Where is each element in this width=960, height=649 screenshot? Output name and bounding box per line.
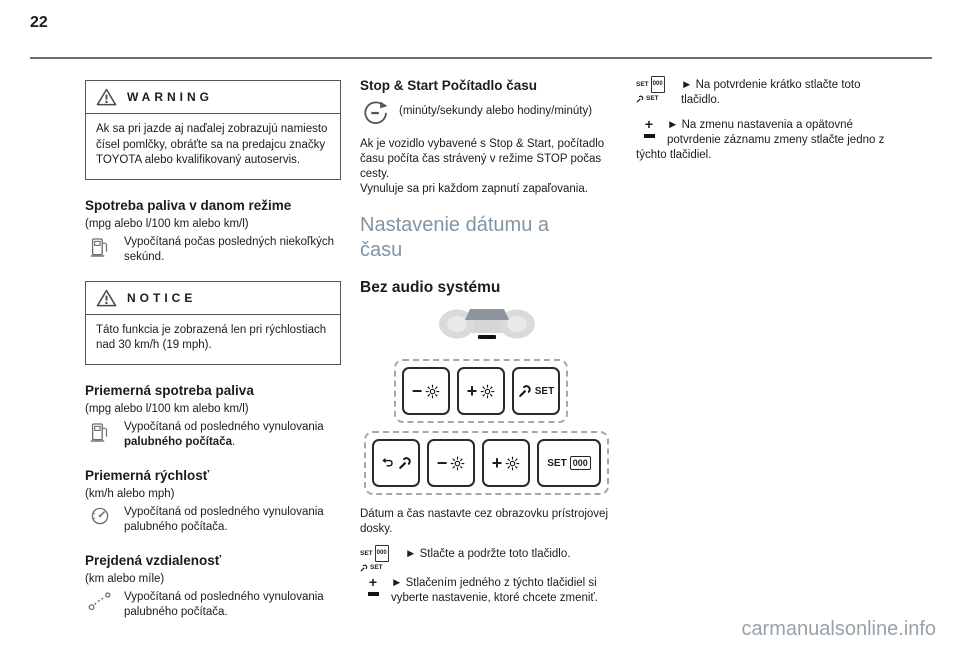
mini-set-label: SET (370, 564, 383, 571)
notice-box (85, 281, 341, 365)
wrench-set-button (512, 367, 560, 415)
date-time-paragraph: Dátum a čas nastavte cez obrazovku prístrojovej dosky. (360, 508, 609, 535)
warning-triangle-icon (96, 88, 117, 106)
step-4 (636, 118, 893, 163)
distance-row (85, 590, 341, 620)
plus-brightness-button (482, 439, 530, 487)
distance-description: Vypočítaná od posledného vynulovania palubného počítača. (124, 590, 324, 618)
heading-fuel-current: Spotreba paliva v danom režime (85, 197, 292, 213)
plus-glyph: + (466, 381, 478, 401)
unit-fuel-current: (mpg alebo l/100 km alebo km/l) (85, 217, 249, 230)
fuel-pump-icon (85, 235, 115, 265)
minus-glyph (368, 592, 379, 596)
minus-glyph (644, 134, 655, 138)
wrench-icon (398, 456, 412, 470)
notice-title: NOTICE (127, 290, 197, 305)
header-divider (30, 57, 932, 59)
plus-brightness-button (457, 367, 505, 415)
plus-glyph: + (368, 574, 378, 590)
step-1 (360, 547, 614, 571)
stop-start-paragraph-2: Vynuluje sa pri každom zapnutí zapaľovania. (360, 183, 588, 195)
mini-set-label: SET (636, 81, 649, 88)
heading-fuel-average: Priemerná spotreba paliva (85, 382, 254, 398)
unit-stop-start: (minúty/sekundy alebo hodiny/minúty) (399, 105, 593, 117)
fuel-average-description (124, 420, 341, 450)
warning-box-header (86, 81, 340, 114)
notice-text: Táto funkcia je zobrazená len pri rýchlostiach nad 30 km/h (19 mph). (96, 323, 327, 351)
set-label: SET (547, 457, 567, 469)
date-time-buttons-figure (360, 303, 614, 495)
fuel-average-desc-suffix: . (232, 435, 236, 448)
return-arrow-icon (381, 456, 395, 470)
set-000-button (537, 439, 601, 487)
heading-speed-average: Priemerná rýchlosť (85, 467, 210, 483)
unit-speed-average: (km/h alebo mph) (85, 487, 175, 500)
heading-distance: Prejdená vzdialenosť (85, 552, 222, 568)
minus-brightness-button (427, 439, 475, 487)
mini-zeros-label: 000 (651, 76, 665, 93)
mini-set-label: SET (646, 95, 659, 102)
sun-brightness-icon (505, 456, 520, 471)
stop-start-paragraph-1: Ak je vozidlo vybavené s Stop & Start, počítadlo času počíta čas strávený v režime STOP počas cesty. (360, 138, 605, 180)
distance-route-icon (85, 590, 115, 620)
warning-title: WARNING (127, 90, 213, 104)
plus-minus-buttons-icon (360, 574, 386, 596)
notice-triangle-icon (96, 289, 117, 307)
step-text: ► Stlačte a podržte toto tlačidlo. (405, 548, 571, 560)
heading-stop-start: Stop & Start Počítadlo času (360, 78, 538, 93)
minus-glyph: − (436, 453, 448, 473)
minus-brightness-button (402, 367, 450, 415)
heading-no-audio-system: Bez audio systému (360, 279, 501, 296)
stop-start-row (360, 98, 614, 127)
mini-wrench-icon (360, 564, 368, 572)
sun-brightness-icon (450, 456, 465, 471)
fuel-current-description: Vypočítaná počas posledných niekoľkých sekúnd. (124, 235, 335, 263)
unit-distance: (km alebo míle) (85, 572, 165, 585)
step-2 (360, 576, 614, 606)
display-buttons-row-1 (394, 359, 568, 423)
warning-box (85, 80, 341, 180)
step-text: ► Stlačením jedného z týchto tlačidiel si vyberte nastavenie, ktoré chcete zmeniť. (391, 577, 598, 604)
wrench-icon (518, 384, 532, 398)
unit-fuel-average: (mpg alebo l/100 km alebo km/l) (85, 402, 249, 415)
sun-brightness-icon (425, 384, 440, 399)
fuel-average-row (85, 420, 341, 450)
fuel-current-row (85, 235, 341, 265)
warning-text: Ak sa pri jazde aj naďalej zobrazujú namiesto čísel pomlčky, obráťte sa na predajcu značky TOYOTA alebo kvalifikovaný autoservis. (96, 123, 328, 166)
chapter-heading-date-time: Nastavenie dátumu a času (360, 214, 550, 261)
zeros-display: 000 (570, 456, 591, 470)
fuel-average-desc-bold: palubného počítača (124, 435, 232, 448)
speed-average-row (85, 505, 341, 535)
plus-minus-buttons-icon (636, 116, 662, 138)
sun-brightness-icon (480, 384, 495, 399)
fuel-average-desc-prefix: Vypočítaná od posledného vynulovania (124, 420, 324, 433)
watermark: carmanualsonline.info (741, 618, 936, 640)
middle-column (360, 76, 614, 606)
mini-wrench-icon (636, 95, 644, 103)
left-column (85, 80, 341, 634)
step-text: ► Na potvrdenie krátko stlačte toto tlačidlo. (681, 79, 861, 106)
back-wrench-button (372, 439, 420, 487)
plus-glyph: + (491, 453, 503, 473)
set-buttons-icon (360, 548, 400, 576)
step-text: ► Na zmenu nastavenia a opätovné potvrdenie záznamu zmeny stlačte jedno z týchto tlačidiel. (636, 119, 885, 161)
step-3 (636, 78, 893, 108)
speed-average-description: Vypočítaná od posledného vynulovania palubného počítača. (124, 505, 324, 533)
notice-box-header (86, 282, 340, 315)
set-buttons-icon (636, 79, 676, 107)
plus-glyph: + (644, 116, 654, 132)
mini-zeros-label: 000 (375, 545, 389, 562)
fuel-pump-icon (85, 420, 115, 450)
minus-glyph: − (411, 381, 423, 401)
right-column (636, 76, 893, 163)
set-label: SET (534, 385, 555, 397)
speedometer-icon (85, 505, 115, 535)
stop-start-timer-icon (360, 98, 390, 127)
page-number: 22 (30, 14, 48, 31)
display-buttons-row-2 (364, 431, 609, 495)
instrument-cluster-graphic (412, 303, 562, 349)
mini-set-label: SET (360, 550, 373, 557)
